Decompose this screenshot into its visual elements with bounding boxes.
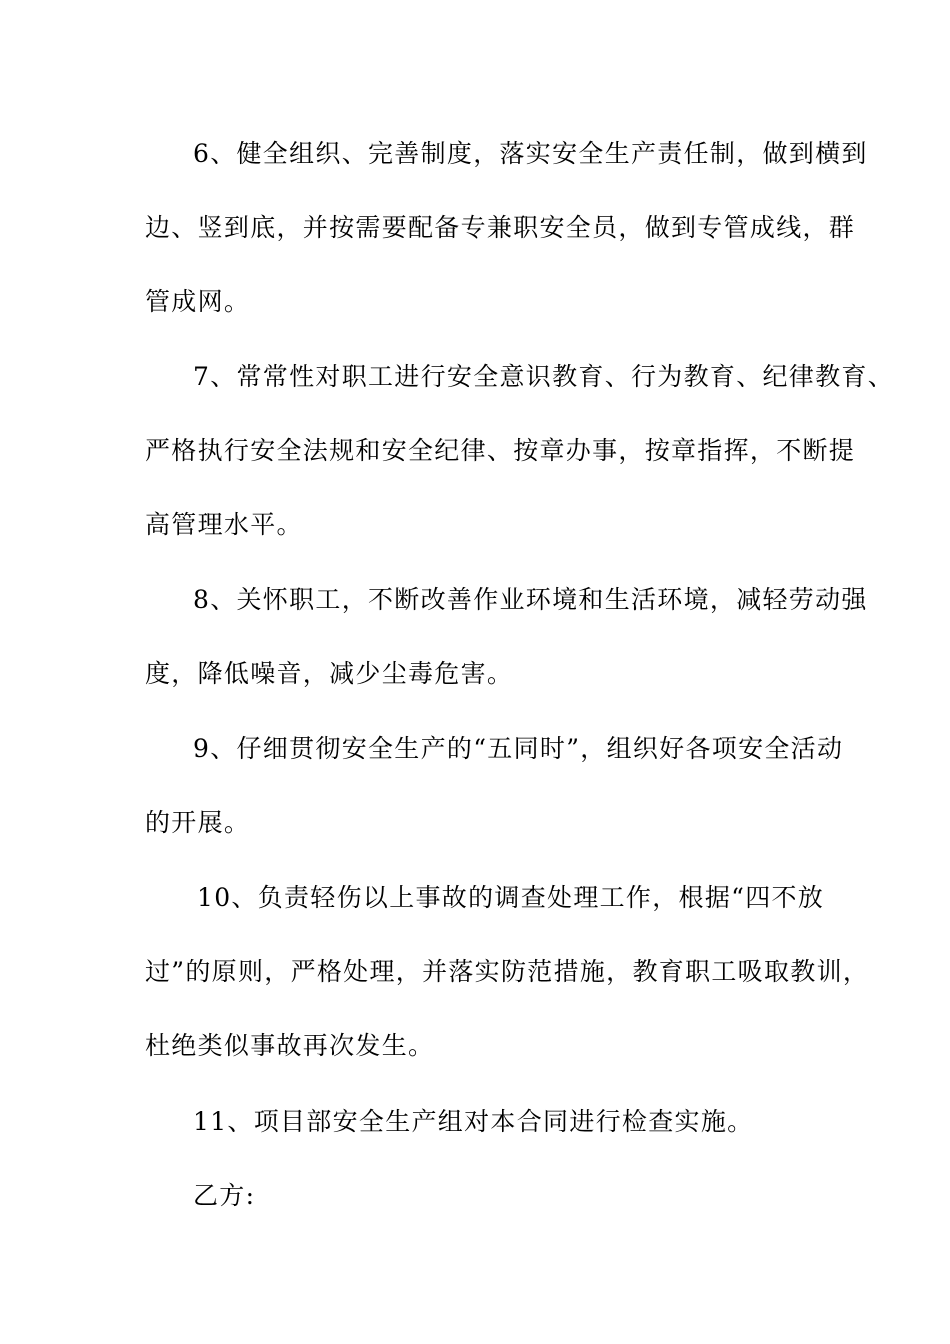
clause-11-line-1: 11、项目部安全生产组对本合同进行检查实施。: [193, 1107, 754, 1136]
clause-9-line-2: 的开展。: [145, 808, 251, 837]
clause-10-line-3: 杜绝类似事故再次发生。: [145, 1031, 435, 1060]
clause-7-line-1: 7、常常性对职工进行安全意识教育、行为教育、纪律教育、: [193, 362, 895, 391]
clause-9-line-1: 9、仔细贯彻安全生产的“五同时”，组织好各项安全活动: [193, 734, 844, 763]
clause-6-line-3: 管成网。: [145, 287, 251, 316]
clause-7-line-3: 高管理水平。: [145, 510, 303, 539]
clause-8-line-1: 8、关怀职工，不断改善作业环境和生活环境，减轻劳动强: [193, 585, 868, 614]
clause-6-line-1: 6、健全组织、完善制度，落实安全生产责任制，做到横到: [193, 139, 868, 168]
clause-6-line-2: 边、竖到底，并按需要配备专兼职安全员，做到专管成线，群: [145, 213, 856, 242]
clause-10-line-2: 过”的原则，严格处理，并落实防范措施，教育职工吸取教训，: [145, 957, 870, 986]
party-b-signature-label: 乙方:: [193, 1181, 256, 1210]
clause-10-line-1: 10、负责轻伤以上事故的调查处理工作，根据“四不放: [197, 883, 825, 912]
clause-7-line-2: 严格执行安全法规和安全纪律、按章办事，按章指挥，不断提: [145, 436, 856, 465]
clause-8-line-2: 度，降低噪音，减少尘毒危害。: [145, 659, 514, 688]
